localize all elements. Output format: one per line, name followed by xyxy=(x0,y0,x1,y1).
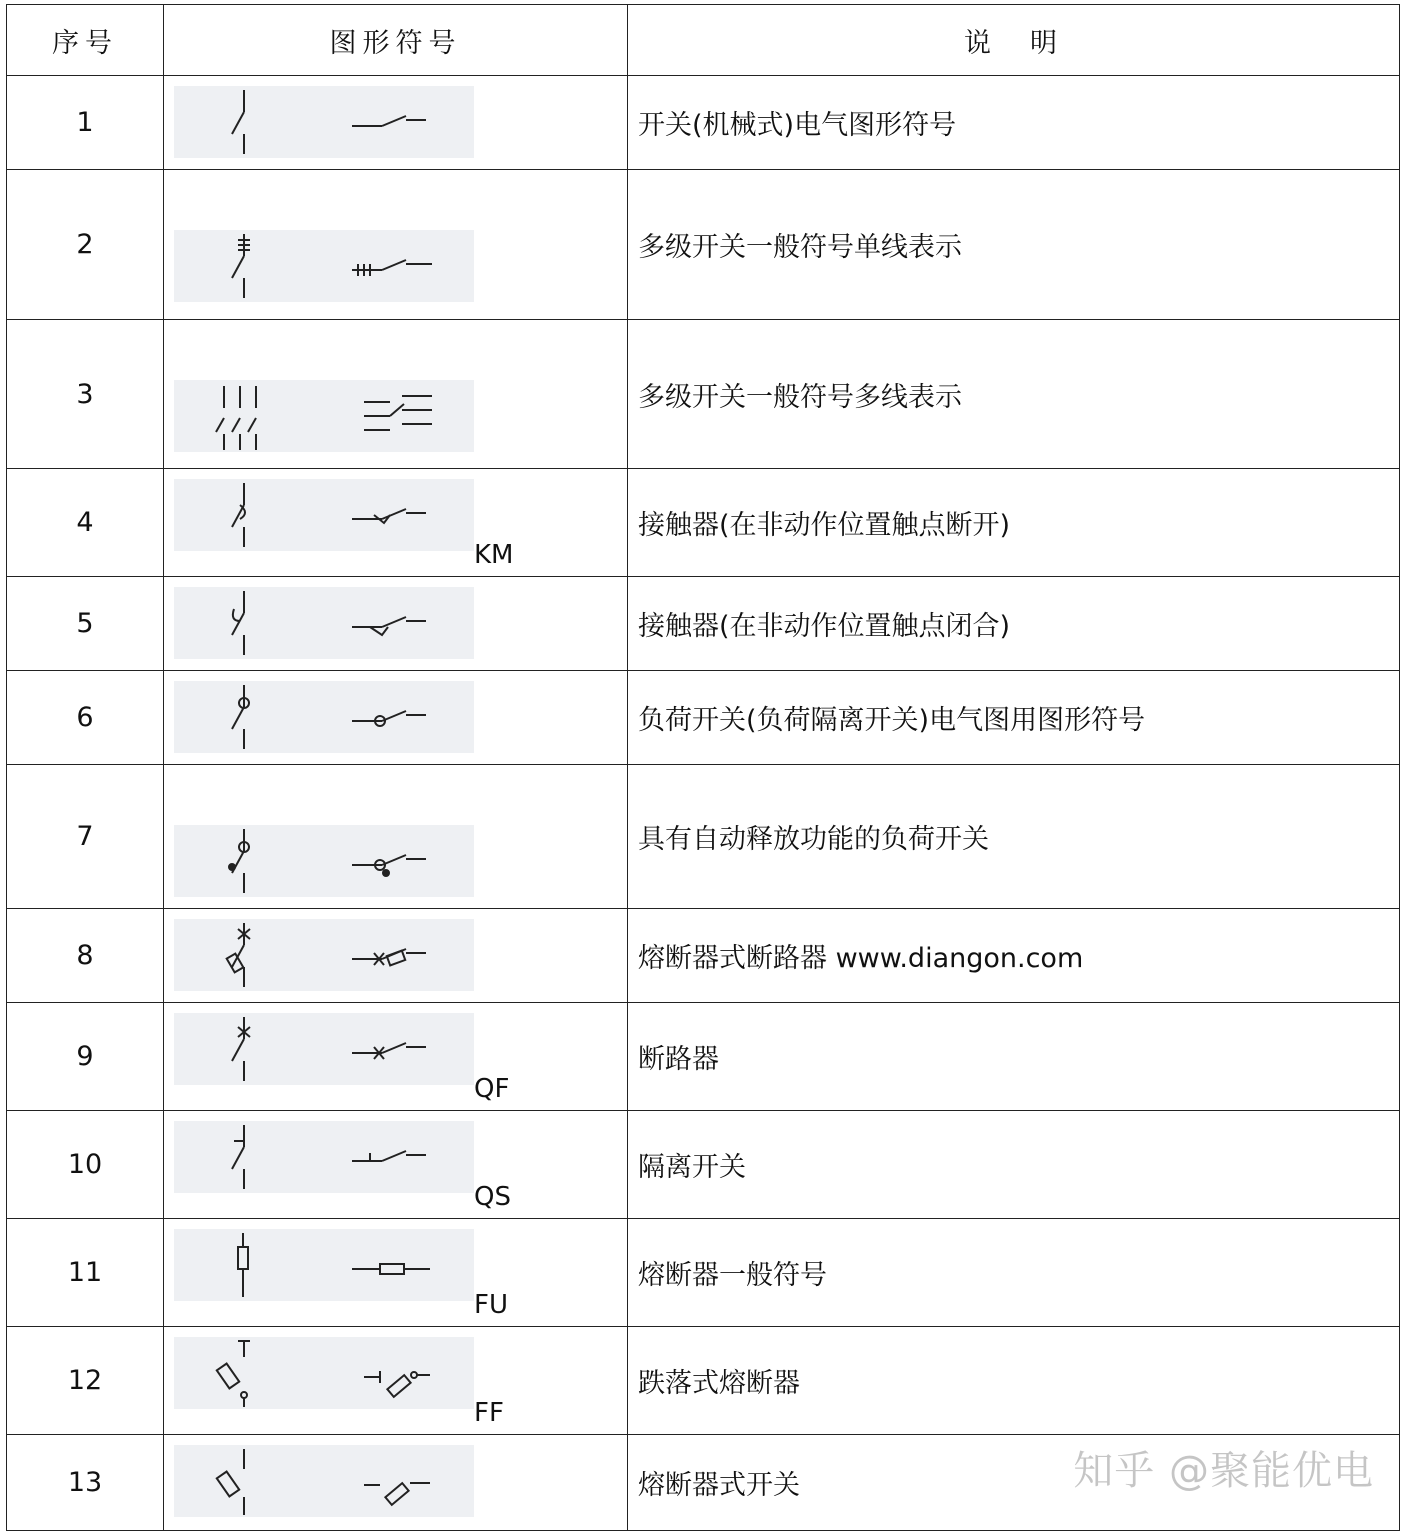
device-code: FU xyxy=(474,1290,508,1320)
contactor-nc-icon xyxy=(174,587,474,659)
symbol-cell xyxy=(164,76,628,170)
symbol-cell xyxy=(164,320,628,469)
symbol-cell xyxy=(164,765,628,909)
row-description: 接触器(在非动作位置触点断开) xyxy=(628,469,1400,577)
table-header-row xyxy=(7,5,1400,76)
row-number: 5 xyxy=(7,577,164,671)
symbol-cell xyxy=(164,577,628,671)
row-number: 7 xyxy=(7,765,164,909)
table-row xyxy=(7,1219,1400,1327)
load-switch-icon xyxy=(174,681,474,753)
row-number: 8 xyxy=(7,909,164,1003)
row-number: 11 xyxy=(7,1219,164,1327)
row-description: 负荷开关(负荷隔离开关)电气图用图形符号 xyxy=(628,671,1400,765)
fuse-switch-icon xyxy=(174,1445,474,1517)
row-description: 熔断器一般符号 xyxy=(628,1219,1400,1327)
table-row xyxy=(7,1327,1400,1435)
row-number: 1 xyxy=(7,76,164,170)
symbol-cell xyxy=(164,1219,628,1327)
table-row xyxy=(7,909,1400,1003)
drop-out-fuse-icon xyxy=(174,1337,474,1409)
symbol-table xyxy=(6,4,1400,1531)
row-description: 熔断器式开关 xyxy=(628,1435,1400,1531)
switch-icon xyxy=(174,86,474,158)
table-row xyxy=(7,320,1400,469)
symbol-cell xyxy=(164,469,628,577)
device-code: KM xyxy=(474,540,514,570)
device-code: QS xyxy=(474,1182,511,1212)
symbol-cell xyxy=(164,170,628,320)
header-desc: 说 明 xyxy=(628,5,1400,76)
row-description: 熔断器式断路器 www.diangon.com xyxy=(628,909,1400,1003)
contactor-no-icon xyxy=(174,479,474,551)
table-row xyxy=(7,170,1400,320)
watermark: 知乎 @聚能优电 xyxy=(1073,1448,1374,1494)
fuse-circuit-breaker-icon xyxy=(174,919,474,991)
table-row xyxy=(7,76,1400,170)
row-number: 2 xyxy=(7,170,164,320)
row-number: 6 xyxy=(7,671,164,765)
circuit-breaker-icon xyxy=(174,1013,474,1085)
symbol-cell xyxy=(164,1003,628,1111)
row-number: 4 xyxy=(7,469,164,577)
device-code: QF xyxy=(474,1074,510,1104)
table-row xyxy=(7,671,1400,765)
row-description: 隔离开关 xyxy=(628,1111,1400,1219)
table-row xyxy=(7,469,1400,577)
row-description: 具有自动释放功能的负荷开关 xyxy=(628,765,1400,909)
symbol-cell xyxy=(164,1435,628,1531)
row-number: 9 xyxy=(7,1003,164,1111)
symbol-cell xyxy=(164,1327,628,1435)
row-number: 10 xyxy=(7,1111,164,1219)
table-row xyxy=(7,1003,1400,1111)
fuse-icon xyxy=(174,1229,474,1301)
table-row xyxy=(7,577,1400,671)
row-description: 开关(机械式)电气图形符号 xyxy=(628,76,1400,170)
auto-release-load-switch-icon xyxy=(174,825,474,897)
table-row xyxy=(7,1111,1400,1219)
device-code: FF xyxy=(474,1398,504,1428)
row-number: 12 xyxy=(7,1327,164,1435)
row-number: 3 xyxy=(7,320,164,469)
row-description: 多级开关一般符号单线表示 xyxy=(628,170,1400,320)
row-description: 多级开关一般符号多线表示 xyxy=(628,320,1400,469)
symbol-cell xyxy=(164,1111,628,1219)
multi-pole-switch-single-line-icon xyxy=(174,230,474,302)
row-description: 跌落式熔断器 xyxy=(628,1327,1400,1435)
table-row xyxy=(7,765,1400,909)
row-number: 13 xyxy=(7,1435,164,1531)
multi-pole-switch-multi-line-icon xyxy=(174,380,474,452)
header-symbol: 图形符号 xyxy=(164,5,628,76)
disconnector-icon xyxy=(174,1121,474,1193)
symbol-cell xyxy=(164,671,628,765)
row-description: 接触器(在非动作位置触点闭合) xyxy=(628,577,1400,671)
symbol-cell xyxy=(164,909,628,1003)
header-num: 序号 xyxy=(7,5,164,76)
row-description: 断路器 xyxy=(628,1003,1400,1111)
